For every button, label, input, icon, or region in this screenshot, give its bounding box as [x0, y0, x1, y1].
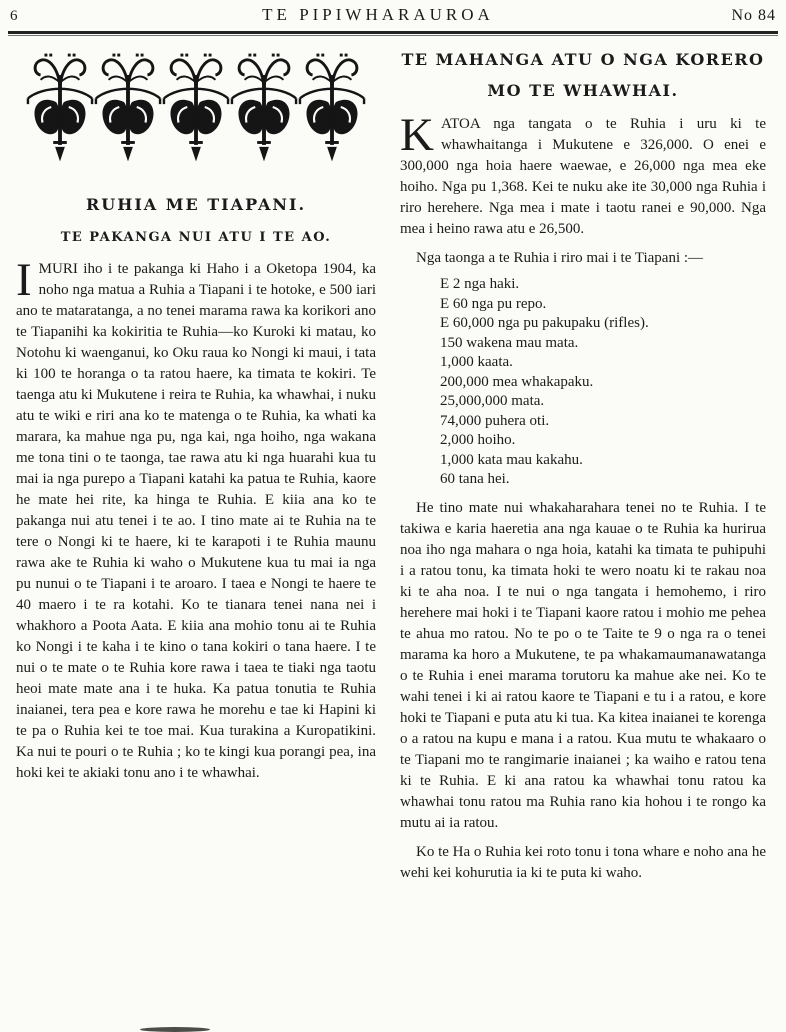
- right-article-para1: [400, 109, 766, 240]
- right-article-para3: He tino mate nui whakaharahara tenei no te Ruhia. I te takiwa e karia haeretia ana nga kauae o te Ruhia ka hurirua noa iho nga mahara o nga hoia, katahi ka timata te puhipuhi i a ratou tonu, ka timata hoki te wero noatu ki te rakau noa ki te aha noa. I te nui o nga tangata i hemohemo, i riro herehere mai hoki i te Tiapani kaore ratou i mohio me pehea te ahua mo ratou. No te po o te Taite te 9 o nga ra o tenei marama ka horo a Mukutene, te pa whakamaumanawatanga o te Ruhia i enei marama torutoru ka mahue ake nei. Ko te wahi tenei i ki ai ratou kaore te Tiapani e tu i a ratou, e kore hoki te Tiapani e puta atu ki tua. Ka kitea inaianei te korenga o a ratou na kupu e mana i a ratou. Kua mutu te whakaaro o te Tiapani mo te rangimarie inaianei ; ka waiho e ratou tena ki te Ruhia. E ki ana ratou ka whawhai tonu ratou ka whawhai tonu ratou ma Ruhia rano kia hohou i te rongo ka mutu ai ia ratou.: [400, 499, 766, 831]
- list-item: 2,000 hoiho.: [440, 432, 516, 448]
- right-article-para4: Ko te Ha o Ruhia kei roto tonu i tona whare e noho ana he wehi kei kohurutia ia ki te puta ki waho.: [400, 843, 766, 881]
- list-item: E 60,000 nga pu pakupaku (rifles).: [440, 315, 649, 331]
- floral-border-ornament-icon: [26, 52, 366, 164]
- list-item: 150 wakena mau mata.: [440, 334, 579, 351]
- page-number: 6: [10, 8, 18, 24]
- list-item: E 60 nga pu repo.: [440, 295, 547, 312]
- list-item: 1,000 kata mau kakahu.: [440, 451, 583, 468]
- dropcap-initial: I: [16, 254, 32, 306]
- list-item: E 2 nga haki.: [440, 276, 520, 292]
- left-article-body: [16, 254, 376, 784]
- left-article-subtitle: TE PAKANGA NUI ATU I TE AO.: [60, 230, 332, 245]
- right-article-title-line1: TE MAHANGA ATU O NGA KORERO: [401, 50, 765, 69]
- left-article-text: MURI iho i te pakanga ki Haho i a Oketopa 1904, ka noho nga matua a Ruhia a Tiapani i te hotoke, e 500 iari ano te mataratanga, a no tenei marama rawa ka korikori ano te Tiapanihi ka kokiritia te Ruhia—ko Kuroki ki matau, ko Notohu ki waenganui, ko Oku raua ko Nongi ki maui, i tata ki 100 te horanga o ta ratou haere, ka timata te kokiri. Te taenga atu ki Mukutene i reira te Ruhia, ka whawhai, i nuku atu te wiki e riri ana ko te matenga o te Ruhia, ka whati ka marara, ka mahue nga pu, nga kai, nga hoiho, nga wakana me tona tini o te taonga, tae rawa atu ki nga huarahi kua tu mai ia nga purepo a Tiapani katahi ka patua te Ruhia, kaore he mate hei rite, ka hinga te Ruhia. E kiia ana ko te pakanga nui atu tenei i te ao. I tino mate ai te Ruhia na te tere o Nongi ki te haere, ki te karapoti i te Ruhia maunu rawa ake te Ruhia ki waho o Mukutene kua tu mai ia nga pu nunui o te Tiapani i te aroaro. I taea e Nongi te haere te 40 maero i te ra kotahi. Ko te tianara tenei nana nei i whakhoro a Poota Aata. E kiia ana mohio tonu ai te Ruhia ko Nongi i te kaha i te kino o tana kokiri o tana haere. I te nui o te mate o te Ruhia kore rawa i taea te tiaki nga taotu heoi mate mate ana i te huka. Ka patua tonutia te Ruhia inaianei, tera pea e kore rawa he morehu e tae ki Hapini ki te pa o Ruhia kei te toe mai. Kua turakina a Kuropatikini. Ka nui te pouri o te Ruhia ; ko te kingi kua porangi pea, ina hoki kei te akiaki tonu ano i te whawhai.: [16, 261, 376, 781]
- right-article-para1-text: ATOA nga tangata o te Ruhia i uru ki te whawhaitanga i Mukutene e 326,000. O enei e 300,000 nga hoia haere waewae, e 26,000 nga mea eke hoiho. Nga pu 1,368. Kei te nuku ake ite 30,000 nga Ruhia i riro herehere. Nga mea i mate i taotu ranei e 90,000. Nga mea i heino rawa atu e 26,500.: [400, 116, 766, 237]
- header-rule-thick: [8, 31, 778, 34]
- left-column: [16, 36, 376, 884]
- list-item: 74,000 puhera oti.: [440, 412, 550, 429]
- page-header: [0, 0, 786, 25]
- scan-artifact: [140, 1027, 210, 1032]
- dropcap-initial: K: [400, 109, 434, 161]
- floral-ornament-row: [16, 52, 376, 169]
- list-item: 200,000 mea whakapaku.: [440, 373, 594, 390]
- issue-number: No 84: [731, 7, 776, 24]
- list-item: 25,000,000 mata.: [440, 393, 545, 409]
- right-article-title-line2: MO TE WHAWHAI.: [487, 81, 679, 100]
- spoils-list: [440, 275, 766, 490]
- list-item: 1,000 kaata.: [440, 354, 513, 370]
- masthead-title: TE PIPIWHARAUROA: [262, 5, 494, 24]
- right-column: [400, 36, 766, 884]
- left-article-title: RUHIA ME TIAPANI.: [85, 195, 307, 214]
- page-content: [0, 36, 786, 884]
- header-rule-thin: [8, 35, 778, 36]
- right-article-para2: Nga taonga a te Ruhia i riro mai i te Tiapani :—: [416, 250, 704, 266]
- list-item: 60 tana hei.: [440, 471, 510, 487]
